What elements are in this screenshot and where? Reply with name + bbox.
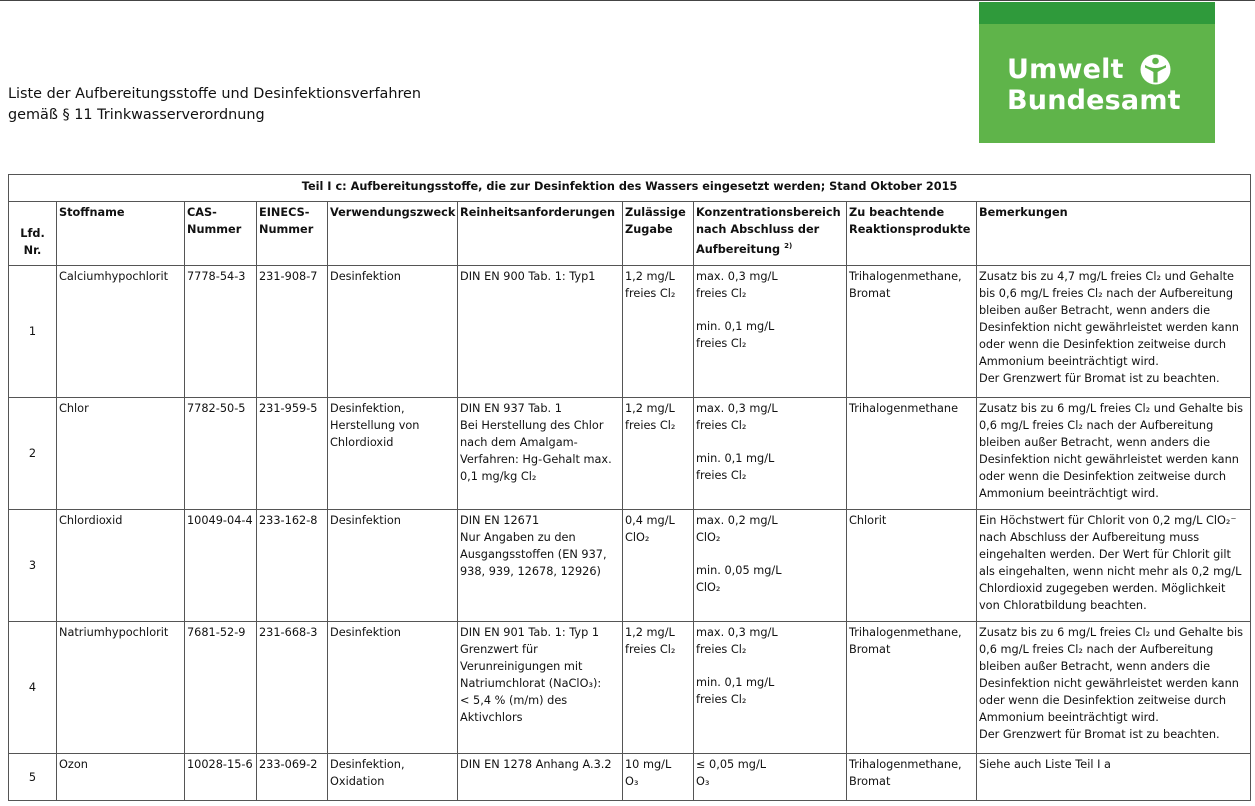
table-row [9, 510, 1251, 622]
header-verwendungszweck: Verwendungszweck [328, 202, 458, 266]
cell-lfd-nr: 1 [9, 266, 57, 398]
cell-verwendung-line: Desinfektion [330, 626, 401, 639]
header-zugabe-line2: Zugabe [625, 223, 673, 236]
cell-reaktion-line: Bromat [849, 775, 891, 788]
cell-bemerkungen-text: Zusatz bis zu 6 mg/L freies Cl₂ und Gehalte bis 0,6 mg/L freies Cl₂ nach der Aufbereitung bleiben außer Betracht, wenn anders die Desinfektion nicht gewährleistet werden kann oder wenn die Desinfektion zeitweise durch Ammonium beeinträchtigt wird. [979, 626, 1243, 724]
spacer [696, 302, 844, 318]
cell-konz-max-unit: freies Cl₂ [696, 643, 747, 656]
header-zugabe-line1: Zulässige [625, 206, 686, 219]
person-in-circle-icon [1139, 53, 1172, 86]
table-row [9, 266, 1251, 398]
cell-einecs: 231-668-3 [257, 622, 328, 754]
table-row [9, 754, 1251, 801]
cell-zugabe [623, 510, 694, 622]
cell-reinheit-line: DIN EN 937 Tab. 1 [460, 402, 562, 415]
header-cas-line2: Nummer [187, 223, 242, 236]
cell-reaktion [847, 622, 977, 754]
document-title-line1: Liste der Aufbereitungsstoffe und Desinfektionsverfahren [8, 86, 422, 102]
cell-verwendung-line: Desinfektion, [330, 402, 405, 415]
cell-verwendung [328, 754, 458, 801]
header-konz-line1: Konzentrationsbereich [696, 206, 841, 219]
table-row [9, 622, 1251, 754]
cell-stoffname: Calciumhypochlorit [57, 266, 185, 398]
cell-zugabe-value: 1,2 mg/L [625, 402, 675, 415]
substances-table-wrapper [8, 174, 1250, 801]
cell-verwendung-line: Desinfektion [330, 514, 401, 527]
spacer [696, 546, 844, 562]
cell-bemerkungen-text: Siehe auch Liste Teil I a [979, 758, 1111, 771]
footnote-marker: 2) [784, 242, 793, 250]
cell-konzentration [694, 622, 847, 754]
cell-reinheit-line: DIN EN 1278 Anhang A.3.2 [460, 758, 612, 771]
cell-cas: 7778-54-3 [185, 266, 257, 398]
cell-bemerkungen-text: Zusatz bis zu 6 mg/L freies Cl₂ und Gehalte bis 0,6 mg/L freies Cl₂ nach der Aufbereitung bleiben außer Betracht, wenn anders die Desinfektion nicht gewährleistet werden kann oder wenn die Desinfektion zeitweise durch Ammonium beeinträchtigt wird. [979, 402, 1243, 500]
cell-verwendung-line: Chlordioxid [330, 436, 394, 449]
logo-word-umwelt: Umwelt [1007, 54, 1124, 85]
cell-reaktion-line: Trihalogenmethane, [849, 270, 962, 283]
cell-zugabe [623, 398, 694, 510]
cell-lfd-nr: 2 [9, 398, 57, 510]
cell-verwendung [328, 398, 458, 510]
cell-konz-max-unit: O₃ [696, 775, 710, 788]
header-cas-line1: CAS- [187, 206, 217, 219]
cell-verwendung [328, 510, 458, 622]
cell-einecs: 233-162-8 [257, 510, 328, 622]
cell-bemerkungen [977, 398, 1251, 510]
cell-reaktion-line: Trihalogenmethane [849, 402, 959, 415]
cell-konz-min-unit: freies Cl₂ [696, 337, 747, 350]
cell-zugabe [623, 266, 694, 398]
spacer [696, 434, 844, 450]
header-konzentrationsbereich [694, 202, 847, 266]
cell-reinheit [458, 266, 623, 398]
cell-zugabe-unit: O₃ [625, 775, 639, 788]
cell-lfd-nr: 4 [9, 622, 57, 754]
cell-einecs: 233-069-2 [257, 754, 328, 801]
header-stoffname: Stoffname [57, 202, 185, 266]
cell-bemerkungen-text: Zusatz bis zu 4,7 mg/L freies Cl₂ und Gehalte bis 0,6 mg/L freies Cl₂ nach der Aufbereitung bleiben außer Betracht, wenn anders die Desinfektion nicht gewährleistet werden kann oder wenn die Desinfektion zeitweise durch Ammonium beeinträchtigt wird. [979, 270, 1239, 368]
cell-bemerkungen-text: Ein Höchstwert für Chlorit von 0,2 mg/L ClO₂⁻ nach Abschluss der Aufbereitung muss eingehalten werden. Der Wert für Chlorit gilt als eingehalten, wenn nicht mehr als 0,2 mg/L Chlordioxid zugegeben werden. Möglichkeit von Chloratbildung beachten. [979, 514, 1242, 612]
cell-reinheit-line: DIN EN 901 Tab. 1: Typ 1 Grenzwert für Verunreinigungen mit Natriumchlorat (NaClO₃): [460, 626, 602, 690]
cell-reinheit [458, 622, 623, 754]
cell-stoffname: Natriumhypochlorit [57, 622, 185, 754]
header-reinheitsanforderungen: Reinheitsanforderungen [458, 202, 623, 266]
cell-reinheit-line: Nur Angaben zu den Ausgangsstoffen (EN 937, 938, 939, 12678, 12926) [460, 531, 607, 578]
cell-reaktion [847, 510, 977, 622]
cell-konzentration [694, 510, 847, 622]
cell-bemerkungen [977, 622, 1251, 754]
cell-konzentration [694, 398, 847, 510]
logo-top-band [979, 2, 1215, 24]
cell-reinheit-line: < 5,4 % (m/m) des Aktivchlors [460, 694, 568, 724]
umweltbundesamt-logo [979, 2, 1215, 143]
table-caption-row [9, 175, 1251, 202]
cell-reinheit-line: DIN EN 12671 [460, 514, 540, 527]
cell-konzentration [694, 754, 847, 801]
cell-verwendung [328, 266, 458, 398]
cell-reinheit-line: Bei Herstellung des Chlor nach dem Amalgam-Verfahren: Hg-Gehalt max. 0,1 mg/kg Cl₂ [460, 419, 612, 483]
header-reaktion-line1: Zu beachtende [849, 206, 945, 219]
cell-konz-min: min. 0,1 mg/L [696, 320, 775, 333]
cell-konz-max-unit: freies Cl₂ [696, 287, 747, 300]
cell-einecs: 231-959-5 [257, 398, 328, 510]
cell-konzentration [694, 266, 847, 398]
cell-verwendung-line: Oxidation [330, 775, 385, 788]
cell-konz-min-unit: ClO₂ [696, 581, 721, 594]
cell-verwendung-line: Herstellung von [330, 419, 420, 432]
cell-konz-max: max. 0,3 mg/L [696, 270, 778, 283]
header-reaktion-line2: Reaktionsprodukte [849, 223, 971, 236]
cell-cas: 7681-52-9 [185, 622, 257, 754]
document-title [8, 84, 421, 126]
cell-reinheit-line: DIN EN 900 Tab. 1: Typ1 [460, 270, 596, 283]
header-einecs-line1: EINECS- [259, 206, 310, 219]
top-rule [0, 0, 1255, 1]
cell-zugabe-unit: freies Cl₂ [625, 287, 676, 300]
cell-stoffname: Ozon [57, 754, 185, 801]
cell-konz-max: max. 0,3 mg/L [696, 626, 778, 639]
cell-konz-min-unit: freies Cl₂ [696, 693, 747, 706]
cell-konz-min: min. 0,05 mg/L [696, 564, 782, 577]
cell-konz-min-unit: freies Cl₂ [696, 469, 747, 482]
cell-konz-max: max. 0,2 mg/L [696, 514, 778, 527]
cell-zugabe-value: 1,2 mg/L [625, 626, 675, 639]
cell-verwendung-line: Desinfektion [330, 270, 401, 283]
cell-einecs: 231-908-7 [257, 266, 328, 398]
cell-reaktion-line: Chlorit [849, 514, 887, 527]
cell-konz-min: min. 0,1 mg/L [696, 676, 775, 689]
cell-konz-min: min. 0,1 mg/L [696, 452, 775, 465]
header-konz-line2: nach Abschluss der [696, 223, 820, 236]
header-cas [185, 202, 257, 266]
cell-lfd-nr: 5 [9, 754, 57, 801]
cell-konz-max-unit: freies Cl₂ [696, 419, 747, 432]
cell-verwendung [328, 622, 458, 754]
cell-verwendung-line: Desinfektion, [330, 758, 405, 771]
cell-cas: 10049-04-4 [185, 510, 257, 622]
cell-reaktion-line: Bromat [849, 287, 891, 300]
cell-bemerkungen [977, 266, 1251, 398]
cell-konz-max-unit: ClO₂ [696, 531, 721, 544]
cell-reaktion [847, 398, 977, 510]
cell-bemerkungen [977, 754, 1251, 801]
table-header-row [9, 202, 1251, 266]
cell-reaktion-line: Bromat [849, 643, 891, 656]
cell-reaktion-line: Trihalogenmethane, [849, 758, 962, 771]
substances-table [8, 174, 1251, 801]
table-row [9, 398, 1251, 510]
cell-cas: 7782-50-5 [185, 398, 257, 510]
spacer [696, 658, 844, 674]
header-reaktionsprodukte [847, 202, 977, 266]
cell-cas: 10028-15-6 [185, 754, 257, 801]
cell-reinheit [458, 754, 623, 801]
cell-reinheit [458, 510, 623, 622]
cell-reaktion [847, 266, 977, 398]
cell-konz-max: max. 0,3 mg/L [696, 402, 778, 415]
cell-reaktion [847, 754, 977, 801]
header-einecs [257, 202, 328, 266]
document-title-line2: gemäß § 11 Trinkwasserverordnung [8, 107, 265, 123]
cell-bemerkungen-note: Der Grenzwert für Bromat ist zu beachten. [979, 372, 1220, 385]
cell-zugabe-value: 0,4 mg/L [625, 514, 675, 527]
cell-zugabe-value: 10 mg/L [625, 758, 672, 771]
cell-reinheit [458, 398, 623, 510]
cell-konz-max: ≤ 0,05 mg/L [696, 758, 767, 771]
cell-zugabe [623, 754, 694, 801]
cell-stoffname: Chlor [57, 398, 185, 510]
cell-bemerkungen-note: Der Grenzwert für Bromat ist zu beachten. [979, 728, 1220, 741]
cell-zugabe-unit: ClO₂ [625, 531, 650, 544]
header-lfd-nr: Lfd. Nr. [9, 202, 57, 266]
cell-zugabe [623, 622, 694, 754]
header-einecs-line2: Nummer [259, 223, 314, 236]
header-konz-aufbereitung: Aufbereitung [696, 242, 781, 256]
cell-lfd-nr: 3 [9, 510, 57, 622]
cell-zugabe-unit: freies Cl₂ [625, 419, 676, 432]
header-zulaessige-zugabe [623, 202, 694, 266]
cell-bemerkungen [977, 510, 1251, 622]
header-konz-line3 [696, 238, 844, 258]
cell-zugabe-unit: freies Cl₂ [625, 643, 676, 656]
header-bemerkungen: Bemerkungen [977, 202, 1251, 266]
cell-stoffname: Chlordioxid [57, 510, 185, 622]
cell-zugabe-value: 1,2 mg/L [625, 270, 675, 283]
table-caption: Teil I c: Aufbereitungsstoffe, die zur Desinfektion des Wassers eingesetzt werden; Stand Oktober 2015 [9, 175, 1251, 202]
logo-word-bundesamt: Bundesamt [1007, 85, 1181, 116]
cell-reaktion-line: Trihalogenmethane, [849, 626, 962, 639]
